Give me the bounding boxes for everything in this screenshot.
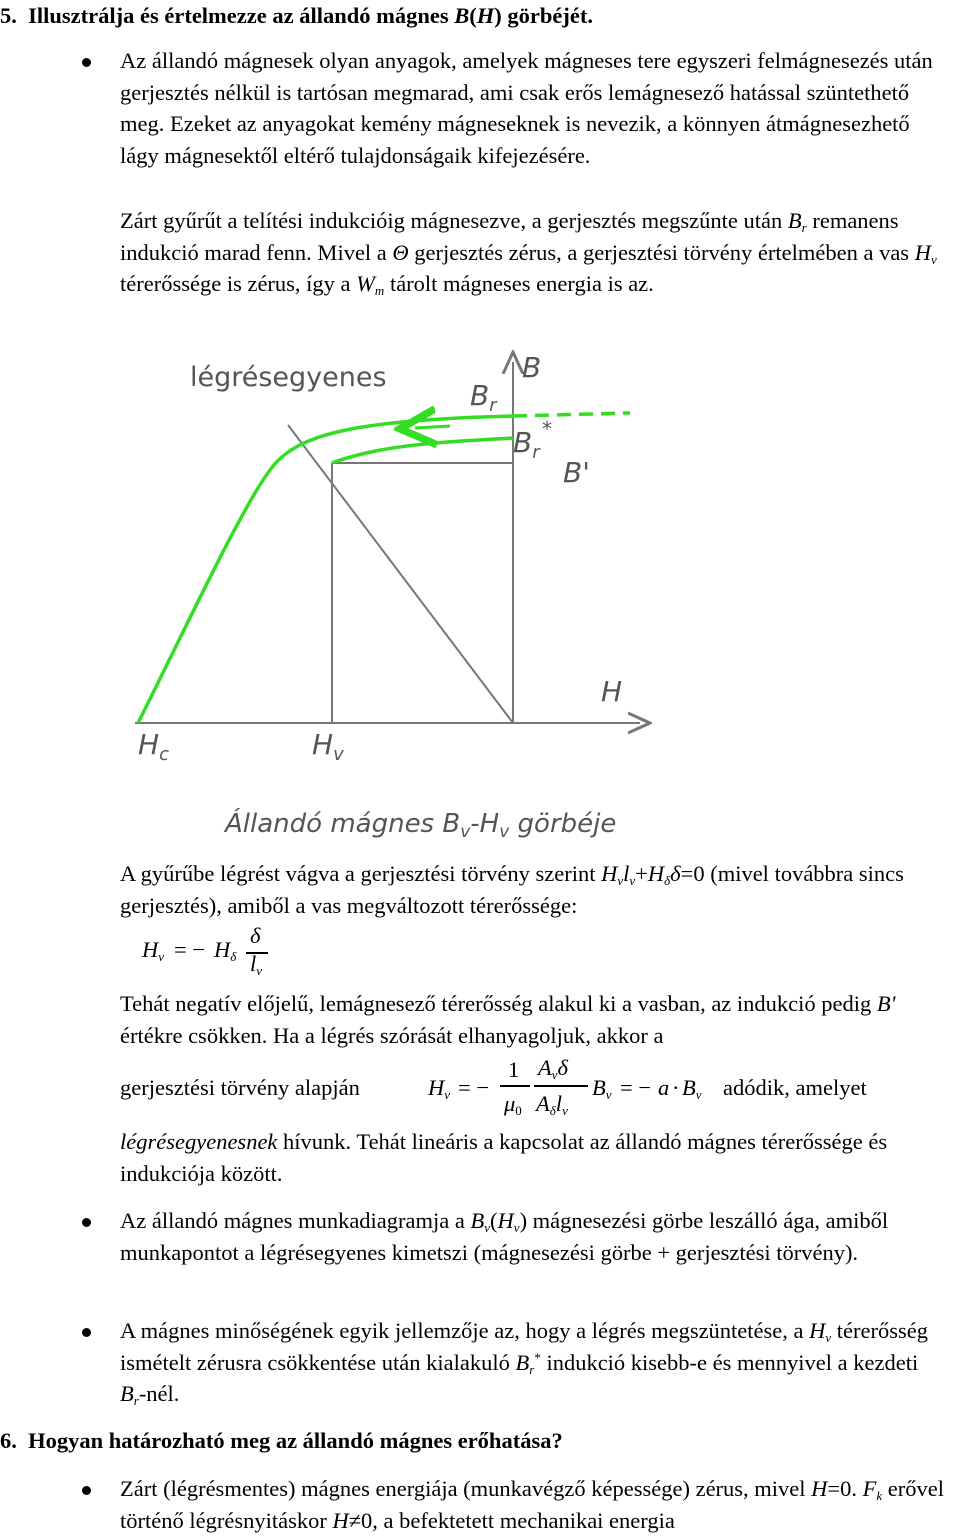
bullet-icon — [82, 58, 91, 67]
air-gap-label: légrésegyenes — [190, 362, 387, 393]
formula-hv: $H_v$ = − $H_\delta$ δ $l_v$ — [142, 920, 342, 986]
br-label: $B_r$ — [470, 379, 497, 416]
saturation-dash — [513, 413, 630, 416]
bullet-icon — [82, 1218, 91, 1227]
figure-caption: Állandó mágnes Bv-Hv görbéje — [225, 809, 617, 842]
bh-curve-diagram — [120, 340, 680, 850]
bullet-1-paragraph-2: Zárt gyűrűt a telítési indukcióig mágnesezve, a gerjesztés megszűnte után $B_r$ remanens indukció marad fenn. Mivel a Θ gerjesztés zérus, a gerjesztési törvény értelmében a vas $H_v$ térerőssége is zérus, így a $W_m$ tárolt mágneses energia is az. — [120, 208, 937, 298]
section-number: 6. — [0, 1428, 17, 1453]
b-axis-label: B — [522, 351, 542, 384]
bullet-1-paragraph-1: Az állandó mágnesek olyan anyagok, amelyek mágneses tere egyszeri felmágnesezés után gerjesztés nélkül is tartósan megmarad, ami csak erős lemágnesező hatással szüntethető meg. Ezeket az anyagokat kemény mágneseknek is nevezik, a könnyen átmágnesezhető lágy mágnesektől eltérő tulajdonságaik kifejezésére. — [120, 48, 933, 168]
hv-label: $H_v$ — [312, 728, 344, 765]
linear-relation-paragraph: légrésegyenesnek hívunk. Tehát lineáris a kapcsolat az állandó mágnes térerőssége és indukciója között. — [120, 1129, 888, 1186]
negative-field-paragraph: Tehát negatív előjelű, lemágnesező térerősség alakul ki a vasban, az indukció pedig B' értékre csökken. Ha a légrés szórását elhanyagoljuk, akkor a — [120, 991, 896, 1048]
air-gap-paragraph: A gyűrűbe légrést vágva a gerjesztési törvény szerint $H_vl_v+H_\delta\delta=0$ (mivel továbbra sincs gerjesztés), amiből a vas megváltozott térerőssége: — [120, 861, 904, 918]
bh-curve-figure — [120, 340, 680, 850]
formula-line-2: gerjesztési törvény alapján $H_v$ = − 1 $\mu_0$ $A_v\delta$ $A_\delta l_v$ $B_v$ = − a · $B_v$ adódik, amelyet — [120, 1055, 867, 1118]
bullet-4-paragraph: Zárt (légrésmentes) mágnes energiája (munkavégző képessége) zérus, mivel H=0. $F_k$ erővel történő légrésnyitáskor H≠0, a befektetett mechanikai energia — [120, 1476, 944, 1533]
recoil-curve — [332, 438, 513, 463]
section-5-heading: 5. Illusztrálja és értelmezze az állandó mágnes B(H) görbéjét. — [0, 3, 593, 28]
direction-arrow-icon — [415, 426, 450, 428]
section-number: 5. — [0, 3, 17, 28]
bullet-icon — [82, 1486, 91, 1495]
br-star-asterisk: * — [542, 417, 552, 441]
b-prime-label: B' — [563, 456, 590, 489]
air-gap-line — [288, 425, 513, 723]
bullet-icon — [82, 1328, 91, 1337]
bullet-2-paragraph: Az állandó mágnes munkadiagramja a $B_v(H_v)$ mágnesezési görbe leszálló ága, amiből munkapontot a légrésegyenes kimetszi (mágnesezési görbe + gerjesztési törvény). — [120, 1208, 889, 1265]
bullet-3-paragraph: A mágnes minőségének egyik jellemzője az, hogy a légrés megszüntetése, a $H_v$ térerősség ismételt zérusra csökkentése után kialakuló $B_r^*$ indukció kisebb-e és mennyivel a kezdeti $B_r$-nél. — [120, 1318, 929, 1408]
hc-label: $H_c$ — [138, 728, 169, 765]
h-axis-label: H — [601, 675, 623, 708]
br-star-label: $B_r$ — [513, 426, 540, 463]
section-6-heading: 6. Hogyan határozható meg az állandó mágnes erőhatása? — [0, 1428, 563, 1453]
